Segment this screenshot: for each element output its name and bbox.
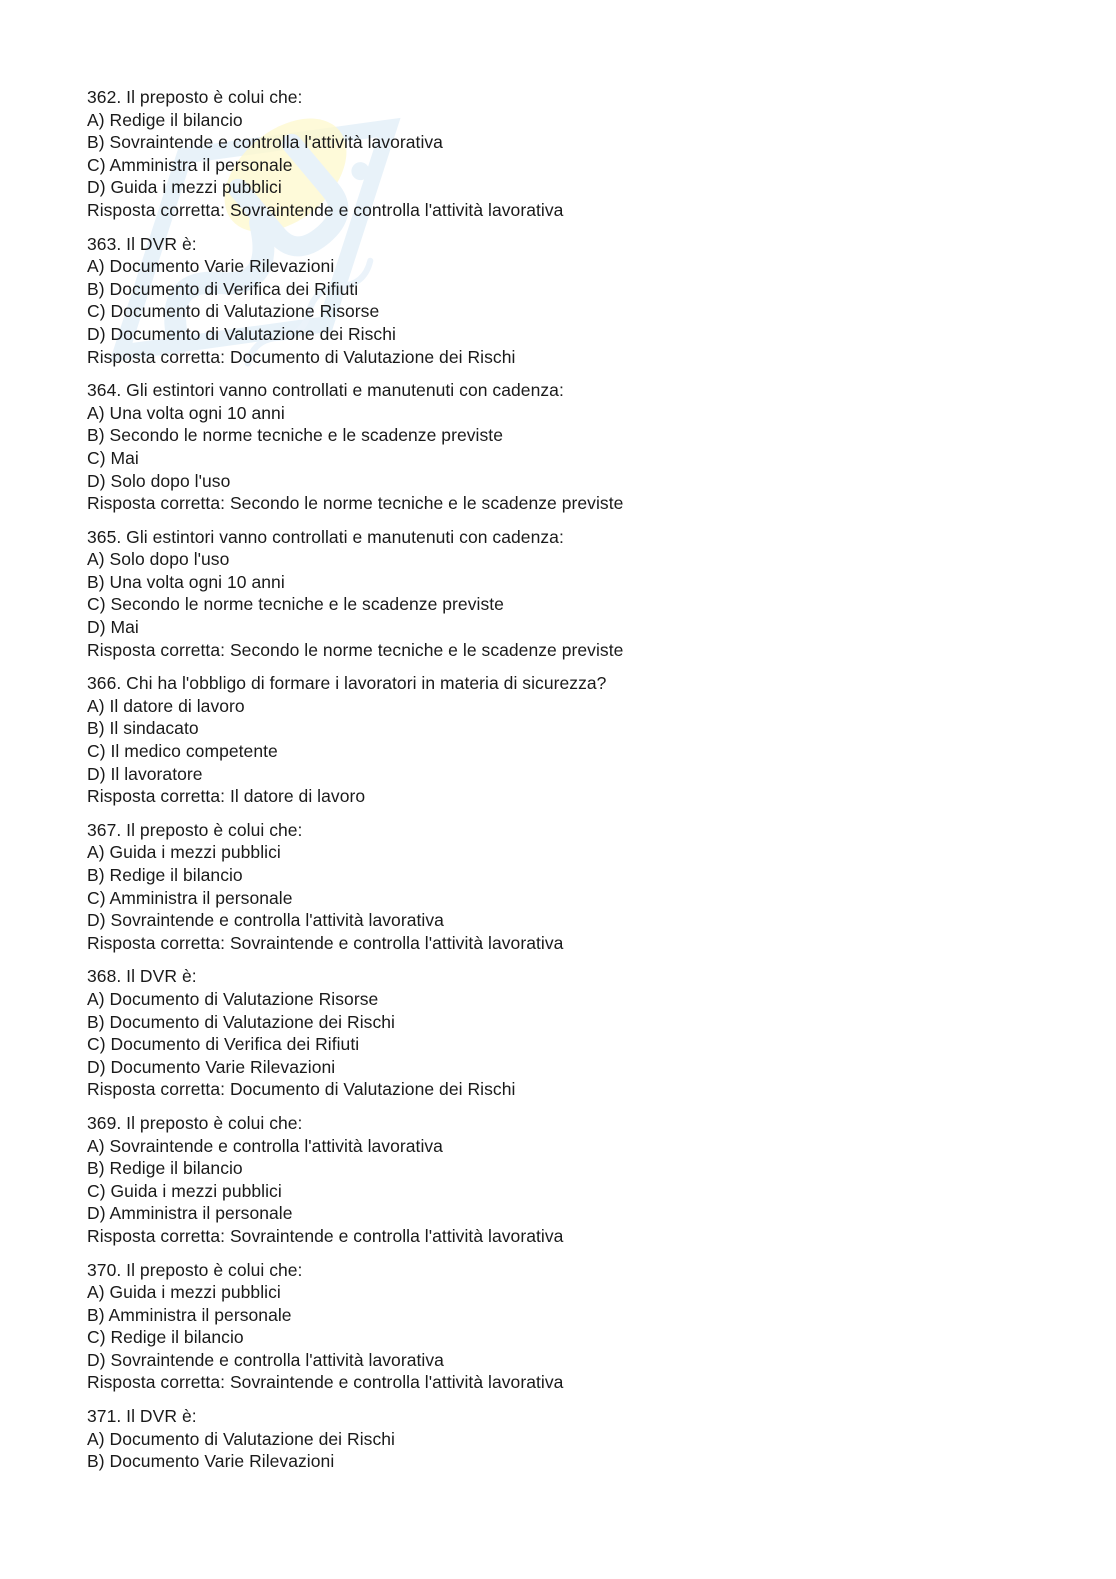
option-a: A) Sovraintende e controlla l'attività lavorativa — [87, 1135, 443, 1156]
option-c: C) Amministra il personale — [87, 887, 293, 908]
question-block-368 — [87, 965, 1047, 1101]
question-block-367 — [87, 819, 1047, 955]
option-a: A) Documento di Valutazione Risorse — [87, 988, 379, 1009]
option-a: A) Documento Varie Rilevazioni — [87, 256, 335, 277]
option-c: C) Redige il bilancio — [87, 1327, 244, 1348]
option-a: A) Solo dopo l'uso — [87, 549, 230, 570]
option-d: D) Sovraintende e controlla l'attività lavorativa — [87, 1349, 444, 1370]
correct-answer: Risposta corretta: Documento di Valutazione dei Rischi — [87, 346, 516, 367]
option-c: C) Secondo le norme tecniche e le scadenze previste — [87, 594, 504, 615]
option-c: C) Guida i mezzi pubblici — [87, 1180, 282, 1201]
option-d: D) Guida i mezzi pubblici — [87, 177, 282, 198]
option-b: B) Documento di Valutazione dei Rischi — [87, 1011, 395, 1032]
question-title: 370. Il preposto è colui che: — [87, 1259, 303, 1280]
option-b: B) Redige il bilancio — [87, 1158, 243, 1179]
question-block-371 — [87, 1405, 1047, 1473]
correct-answer: Risposta corretta: Sovraintende e controlla l'attività lavorativa — [87, 199, 564, 220]
option-b: B) Una volta ogni 10 anni — [87, 571, 285, 592]
option-b: B) Il sindacato — [87, 718, 199, 739]
option-a: A) Documento di Valutazione dei Rischi — [87, 1428, 395, 1449]
option-d: D) Il lavoratore — [87, 763, 203, 784]
option-a: A) Redige il bilancio — [87, 109, 243, 130]
option-b: B) Redige il bilancio — [87, 865, 243, 885]
correct-answer: Risposta corretta: Secondo le norme tecniche e le scadenze previste — [87, 493, 624, 514]
option-b: B) Documento Varie Rilevazioni — [87, 1451, 335, 1472]
option-c: C) Il medico competente — [87, 741, 278, 762]
option-c: C) Documento di Valutazione Risorse — [87, 301, 380, 322]
option-d: D) Documento Varie Rilevazioni — [87, 1056, 336, 1077]
question-block-370 — [87, 1259, 1047, 1395]
option-b: B) Sovraintende e controlla l'attività lavorativa — [87, 132, 443, 153]
option-a: A) Guida i mezzi pubblici — [87, 842, 281, 863]
option-c: C) Amministra il personale — [87, 154, 293, 175]
option-d: D) Amministra il personale — [87, 1203, 293, 1224]
correct-answer: Risposta corretta: Documento di Valutazione dei Rischi — [87, 1079, 516, 1100]
question-title: 371. Il DVR è: — [87, 1406, 197, 1427]
correct-answer: Risposta corretta: Sovraintende e controlla l'attività lavorativa — [87, 932, 564, 953]
question-title: 367. Il preposto è colui che: — [87, 819, 303, 840]
option-a: A) Guida i mezzi pubblici — [87, 1282, 281, 1303]
option-d: D) Documento di Valutazione dei Rischi — [87, 323, 396, 344]
option-a: A) Una volta ogni 10 anni — [87, 402, 285, 423]
question-title: 368. Il DVR è: — [87, 966, 197, 987]
question-block-362 — [87, 86, 1047, 222]
option-a: A) Il datore di lavoro — [87, 695, 245, 716]
question-title: 364. Gli estintori vanno controllati e manutenuti con cadenza: — [87, 380, 564, 401]
option-d: D) Mai — [87, 617, 139, 638]
question-title: 365. Gli estintori vanno controllati e manutenuti con cadenza: — [87, 526, 564, 547]
question-title: 363. Il DVR è: — [87, 233, 197, 254]
question-block-363 — [87, 233, 1047, 369]
option-d: D) Sovraintende e controlla l'attività lavorativa — [87, 910, 444, 931]
question-block-364 — [87, 379, 1047, 515]
option-c: C) Documento di Verifica dei Rifiuti — [87, 1034, 360, 1055]
option-d: D) Solo dopo l'uso — [87, 470, 231, 491]
quiz-document — [87, 86, 1047, 1484]
question-title: 362. Il preposto è colui che: — [87, 87, 303, 107]
question-title: 366. Chi ha l'obbligo di formare i lavoratori in materia di sicurezza? — [87, 673, 607, 694]
option-b: B) Amministra il personale — [87, 1304, 292, 1325]
option-c: C) Mai — [87, 447, 139, 468]
correct-answer: Risposta corretta: Secondo le norme tecniche e le scadenze previste — [87, 639, 624, 660]
correct-answer: Risposta corretta: Sovraintende e controlla l'attività lavorativa — [87, 1225, 564, 1246]
question-block-365 — [87, 526, 1047, 662]
correct-answer: Risposta corretta: Sovraintende e controlla l'attività lavorativa — [87, 1372, 564, 1393]
question-block-369 — [87, 1112, 1047, 1248]
question-block-366 — [87, 672, 1047, 808]
question-title: 369. Il preposto è colui che: — [87, 1112, 303, 1133]
option-b: B) Documento di Verifica dei Rifiuti — [87, 278, 359, 299]
correct-answer: Risposta corretta: Il datore di lavoro — [87, 786, 366, 807]
option-b: B) Secondo le norme tecniche e le scadenze previste — [87, 425, 503, 446]
